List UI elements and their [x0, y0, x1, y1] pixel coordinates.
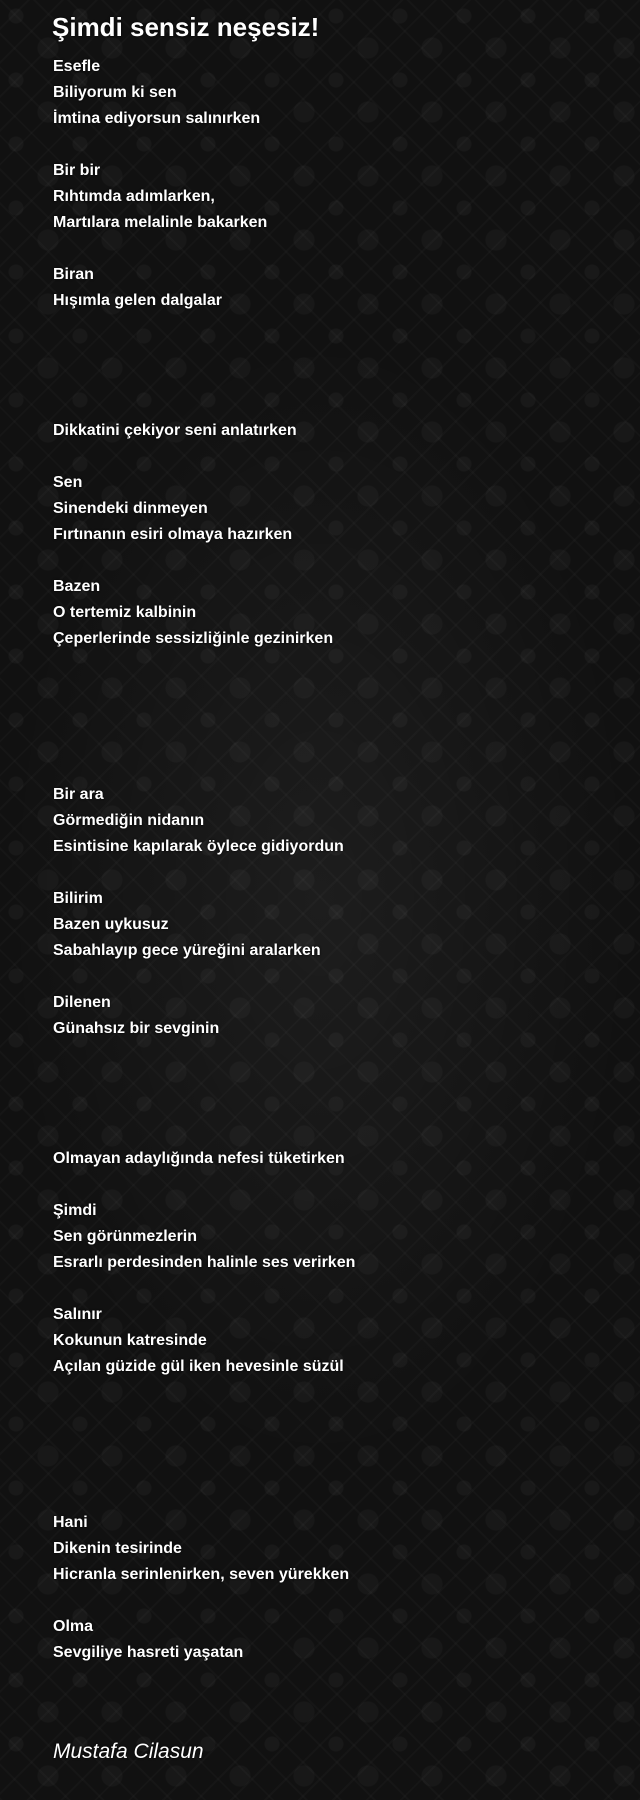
poem-title: Şimdi sensiz neşesiz!	[52, 12, 320, 42]
stanza-break	[53, 964, 613, 990]
poem-line: Görmediğin nidanın	[53, 812, 205, 829]
poem-line: Bir bir	[53, 162, 101, 179]
poem-line: Bilirim	[53, 890, 103, 907]
poem-line: Esefle	[53, 58, 101, 75]
poem-line: Şimdi	[53, 1202, 97, 1219]
poem-line: Dikkatini çekiyor seni anlatırken	[53, 422, 297, 439]
poem-line: Sabahlayıp gece yüreğini aralarken	[53, 942, 321, 959]
poem-line: Günahsız bir sevginin	[53, 1020, 220, 1037]
stanza-break	[53, 860, 613, 886]
poem-line: O tertemiz kalbinin	[53, 604, 197, 621]
stanza-break	[53, 730, 613, 756]
stanza-break	[53, 236, 613, 262]
stanza-break	[53, 132, 613, 158]
stanza-break	[53, 1172, 613, 1198]
stanza-break	[53, 756, 613, 782]
poem-line: Esintisine kapılarak öylece gidiyordun	[53, 838, 344, 855]
poem-line: Bazen	[53, 578, 101, 595]
stanza-break	[53, 366, 613, 392]
stanza-break	[53, 1042, 613, 1068]
poem-line: Olmayan adaylığında nefesi tüketirken	[53, 1150, 345, 1167]
stanza-break	[53, 340, 613, 366]
stanza-break	[53, 1484, 613, 1510]
stanza-break	[53, 1380, 613, 1406]
stanza-break	[53, 1094, 613, 1120]
stanza-break	[53, 392, 613, 418]
stanza-break	[53, 1068, 613, 1094]
poem-line: Açılan güzide gül iken hevesinle süzül	[53, 1358, 344, 1375]
poem-line: Sinendeki dinmeyen	[53, 500, 208, 517]
poem-line: Hicranla serinlenirken, seven yürekken	[53, 1566, 350, 1583]
poem-line: Esrarlı perdesinden halinle ses verirken	[53, 1254, 356, 1271]
stanza-break	[53, 678, 613, 704]
poem-line: Martılara melalinle bakarken	[53, 214, 268, 231]
stanza-break	[53, 444, 613, 470]
poem-line: Bazen uykusuz	[53, 916, 169, 933]
poem-line: Dikenin tesirinde	[53, 1540, 182, 1557]
poem-line: Hani	[53, 1514, 88, 1531]
poem-body	[53, 54, 613, 1666]
poem-line: Sevgiliye hasreti yaşatan	[53, 1644, 244, 1661]
stanza-break	[53, 1458, 613, 1484]
stanza-break	[53, 1588, 613, 1614]
stanza-break	[53, 1432, 613, 1458]
poem-author: Mustafa Cilasun	[53, 1740, 204, 1763]
stanza-break	[53, 652, 613, 678]
poem-line: Çeperlerinde sessizliğinle gezinirken	[53, 630, 334, 647]
poem-line: Salınır	[53, 1306, 102, 1323]
poem-line: Kokunun katresinde	[53, 1332, 207, 1349]
poem-line: Hışımla gelen dalgalar	[53, 292, 222, 309]
stanza-break	[53, 1406, 613, 1432]
poem-line: Biran	[53, 266, 94, 283]
poem-line: Bir ara	[53, 786, 104, 803]
poem-line: İmtina ediyorsun salınırken	[53, 110, 261, 127]
poem-line: Fırtınanın esiri olmaya hazırken	[53, 526, 293, 543]
poem-line: Dilenen	[53, 994, 111, 1011]
poem-line: Biliyorum ki sen	[53, 84, 177, 101]
poem-line: Rıhtımda adımlarken,	[53, 188, 215, 205]
stanza-break	[53, 1120, 613, 1146]
stanza-break	[53, 314, 613, 340]
stanza-break	[53, 548, 613, 574]
stanza-break	[53, 704, 613, 730]
stanza-break	[53, 1276, 613, 1302]
poem-line: Sen	[53, 474, 83, 491]
poem-line: Olma	[53, 1618, 94, 1635]
poem-line: Sen görünmezlerin	[53, 1228, 198, 1245]
